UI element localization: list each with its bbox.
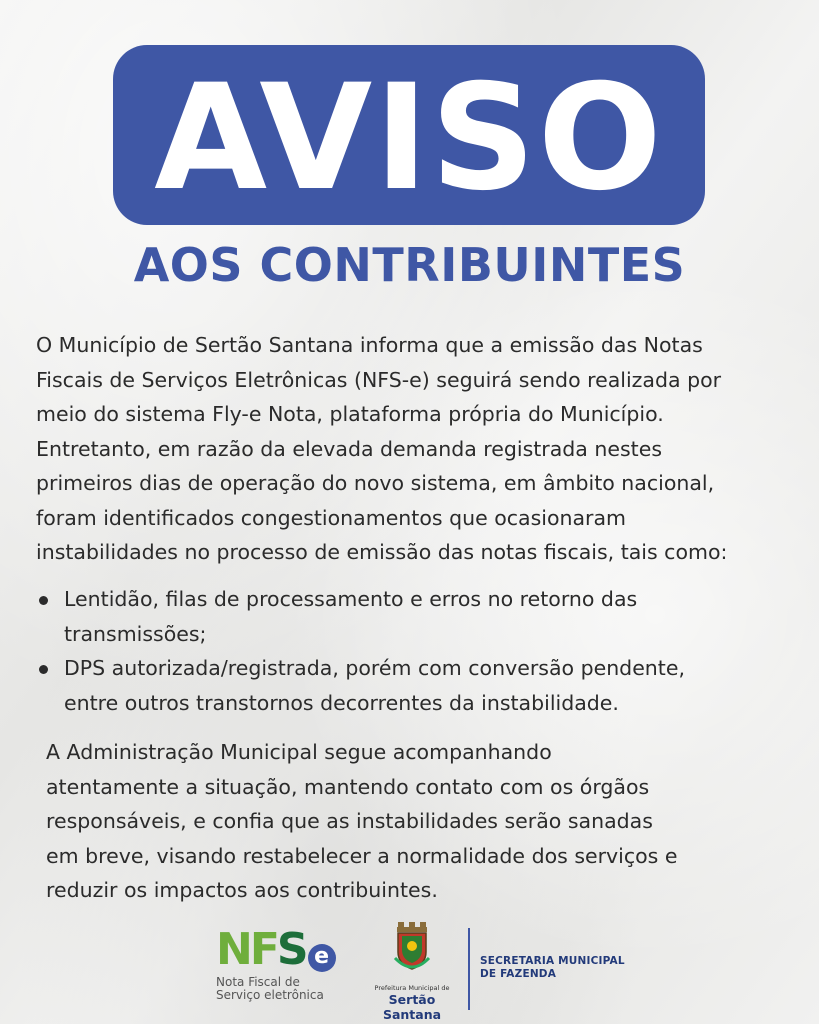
list-item-line: Lentidão, filas de processamento e erros no retorno das [64,587,638,611]
closing-line: atentamente a situação, mantendo contato com os órgãos [46,774,650,799]
nfse-logo-mark [216,924,336,975]
aviso-banner [113,45,705,225]
list-item [36,651,811,720]
prefeitura-label: Prefeitura Municipal de [374,984,450,992]
intro-line: Fiscais de Serviços Eletrônicas (NFS-e) seguirá sendo realizada por [36,367,722,392]
closing-line: reduzir os impactos aos contribuintes. [46,878,438,902]
list-item-line: transmissões; [64,621,207,646]
intro-line: instabilidades no processo de emissão das notas fiscais, tais como: [36,540,728,564]
coat-of-arms-icon [392,922,432,974]
subtitle: AOS CONTRIBUINTES [133,238,686,292]
nfse-logo-nf: NF [216,924,277,975]
intro-line: primeiros dias de operação do novo sistema, em âmbito nacional, [36,471,715,495]
secretaria-line: DE FAZENDA [480,968,557,980]
aviso-title: AVISO [154,53,664,223]
list-item [36,582,811,651]
list-item-line: DPS autorizada/registrada, porém com conversão pendente, [64,656,685,680]
intro-line: Entretanto, em razão da elevada demanda registrada nestes [36,436,663,461]
secretaria-line: SECRETARIA MUNICIPAL [480,955,625,967]
nfse-subtitle-line: Nota Fiscal de [216,975,300,989]
nfse-logo-e: e [308,944,336,972]
bullet-icon [39,665,48,674]
nfse-subtitle [216,976,336,1002]
nfse-logo [216,924,336,1002]
intro-line: meio do sistema Fly-e Nota, plataforma própria do Município. [36,402,664,426]
intro-line: O Município de Sertão Santana informa que a emissão das Notas [36,333,703,357]
issues-list [36,582,811,720]
closing-line: responsáveis, e confia que as instabilidades serão sanadas [46,809,653,833]
list-item-line: entre outros transtornos decorrentes da instabilidade. [64,690,619,715]
nfse-logo-s: S [276,924,306,975]
closing-line: em breve, visando restabelecer a normalidade dos serviços e [46,843,678,868]
closing-line: A Administração Municipal segue acompanhando [46,740,552,764]
intro-paragraph [36,328,806,570]
closing-paragraph [46,735,786,908]
bullet-icon [39,596,48,605]
footer-divider [468,928,470,1010]
prefeitura-name: Sertão Santana [382,992,442,1022]
intro-line: foram identificados congestionamentos que ocasionaram [36,505,627,530]
prefeitura-logo [362,922,462,1022]
secretaria-label [480,955,625,981]
footer [0,920,819,1020]
nfse-subtitle-line: Serviço eletrônica [216,988,324,1002]
